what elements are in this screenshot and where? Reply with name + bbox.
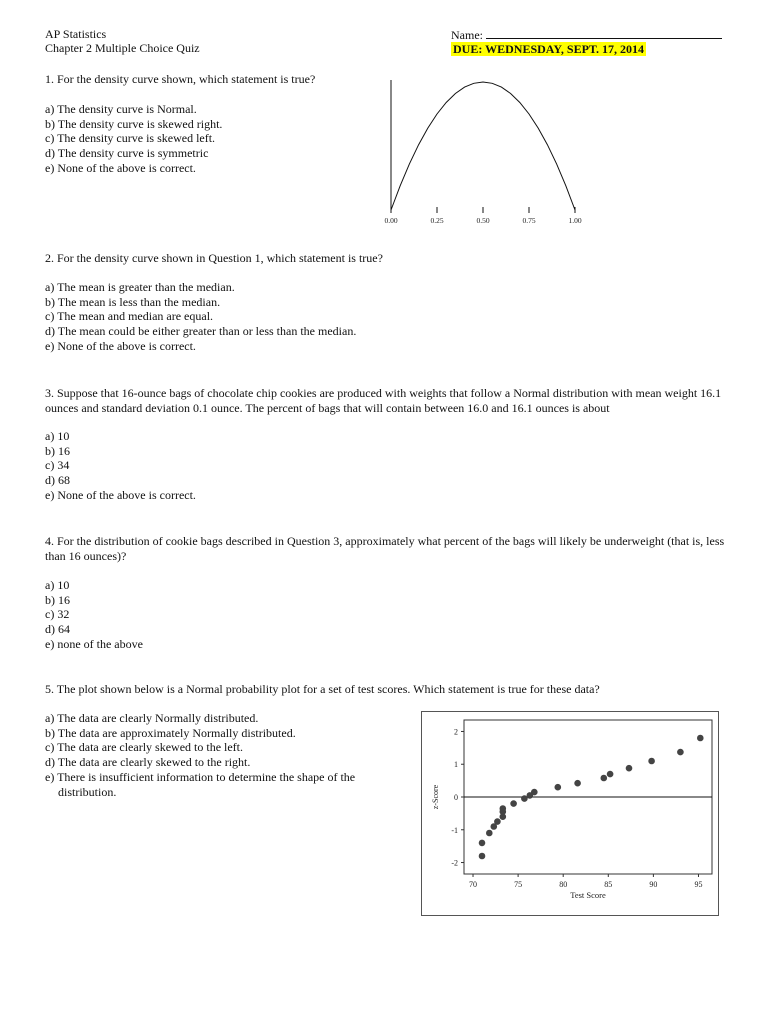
y-tick-label: 1 [454, 760, 458, 770]
option: a) The density curve is Normal. [45, 102, 197, 116]
option: a) The mean is greater than the median. [45, 280, 235, 294]
x-tick-label: 0.50 [476, 216, 490, 225]
data-point [626, 765, 633, 772]
question-2-options [45, 280, 356, 354]
x-tick-label: 70 [469, 880, 478, 889]
data-point [486, 830, 493, 837]
density-curve [391, 82, 575, 210]
y-tick-label: 0 [454, 793, 458, 802]
option: d) 64 [45, 622, 70, 637]
course-title: AP Statistics [45, 27, 107, 41]
normal-probability-plot [422, 712, 718, 915]
option: b) The data are approximately Normally distributed. [45, 725, 296, 740]
x-tick-label: 0.25 [430, 216, 444, 225]
question-4-options [45, 578, 143, 652]
question-1-text: 1. For the density curve shown, which statement is true? [45, 72, 316, 86]
option: b) The mean is less than the median. [45, 294, 221, 309]
data-point [531, 789, 538, 796]
question-1-options [45, 102, 222, 176]
data-point [510, 800, 517, 807]
header-left [45, 27, 200, 55]
data-point [555, 784, 562, 791]
option: d) The mean could be either greater than or less than the median. [45, 324, 357, 339]
y-axis-label: z-Score [431, 784, 440, 810]
name-label: Name: [451, 28, 483, 42]
x-tick-label: 0.00 [384, 216, 398, 225]
x-tick-label: 85 [604, 880, 613, 889]
data-point [648, 758, 655, 765]
header-right [451, 27, 722, 56]
due-date: DUE: WEDNESDAY, SEPT. 17, 2014 [453, 42, 645, 56]
option: c) The mean and median are equal. [45, 309, 214, 324]
option: e) None of the above is correct. [45, 487, 196, 502]
data-point [500, 805, 507, 812]
x-tick-label: 80 [559, 880, 568, 889]
option: e) None of the above is correct. [45, 160, 196, 175]
y-tick-label: -2 [451, 858, 458, 868]
x-tick-label: 0.75 [522, 216, 536, 225]
option: c) The density curve is skewed left. [45, 131, 216, 146]
quiz-title: Chapter 2 Multiple Choice Quiz [45, 41, 200, 55]
name-blank[interactable] [486, 27, 722, 39]
option: a) The data are clearly Normally distributed. [45, 711, 259, 725]
question-5-options [45, 711, 388, 799]
question-2-text: 2. For the density curve shown in Question 1, which statement is true? [45, 251, 383, 265]
x-axis-label: Test Score [570, 890, 606, 900]
option: a) 10 [45, 578, 70, 592]
option: b) 16 [45, 443, 70, 458]
question-5-text: 5. The plot shown below is a Normal probability plot for a set of test scores. Which statement is true for these data? [45, 682, 600, 696]
option: b) The density curve is skewed right. [45, 116, 223, 131]
density-curve-chart [378, 72, 588, 228]
option: c) 34 [45, 458, 70, 473]
option: d) 68 [45, 473, 70, 488]
option: e) none of the above [45, 636, 143, 651]
data-point [574, 780, 581, 787]
data-point [697, 735, 704, 742]
option: d) The data are clearly skewed to the right. [45, 755, 251, 770]
data-point [677, 749, 684, 756]
y-tick-label: 2 [454, 727, 458, 737]
option: e) There is insufficient information to determine the shape of the distribution. [45, 769, 356, 799]
option: c) The data are clearly skewed to the left. [45, 740, 244, 755]
data-point [494, 818, 501, 825]
question-3-options [45, 429, 196, 503]
data-point [479, 840, 486, 847]
x-tick-label: 1.00 [568, 216, 582, 225]
data-point [479, 853, 486, 860]
option: d) The density curve is symmetric [45, 146, 209, 161]
x-tick-label: 95 [694, 880, 703, 889]
x-tick-label: 75 [514, 880, 523, 889]
data-point [601, 775, 608, 782]
x-tick-label: 90 [649, 880, 658, 889]
data-point [607, 771, 614, 778]
question-3-text: 3. Suppose that 16-ounce bags of chocolate chip cookies are produced with weights that follow a Normal distribution with mean weight 16.1 ounces and standard deviation 0.1 ounce. The percent of bags that will contain between 16.0 and 16.1 ounces is about [45, 386, 722, 415]
option: e) None of the above is correct. [45, 338, 196, 353]
question-4-text: 4. For the distribution of cookie bags described in Question 3, approximately what percent of the bags will likely be underweight (that is, less than 16 ounces)? [45, 534, 725, 563]
option: c) 32 [45, 607, 70, 622]
normal-probability-plot-frame [421, 711, 719, 916]
option: b) 16 [45, 592, 70, 607]
option: a) 10 [45, 429, 70, 443]
y-tick-label: -1 [451, 825, 458, 835]
